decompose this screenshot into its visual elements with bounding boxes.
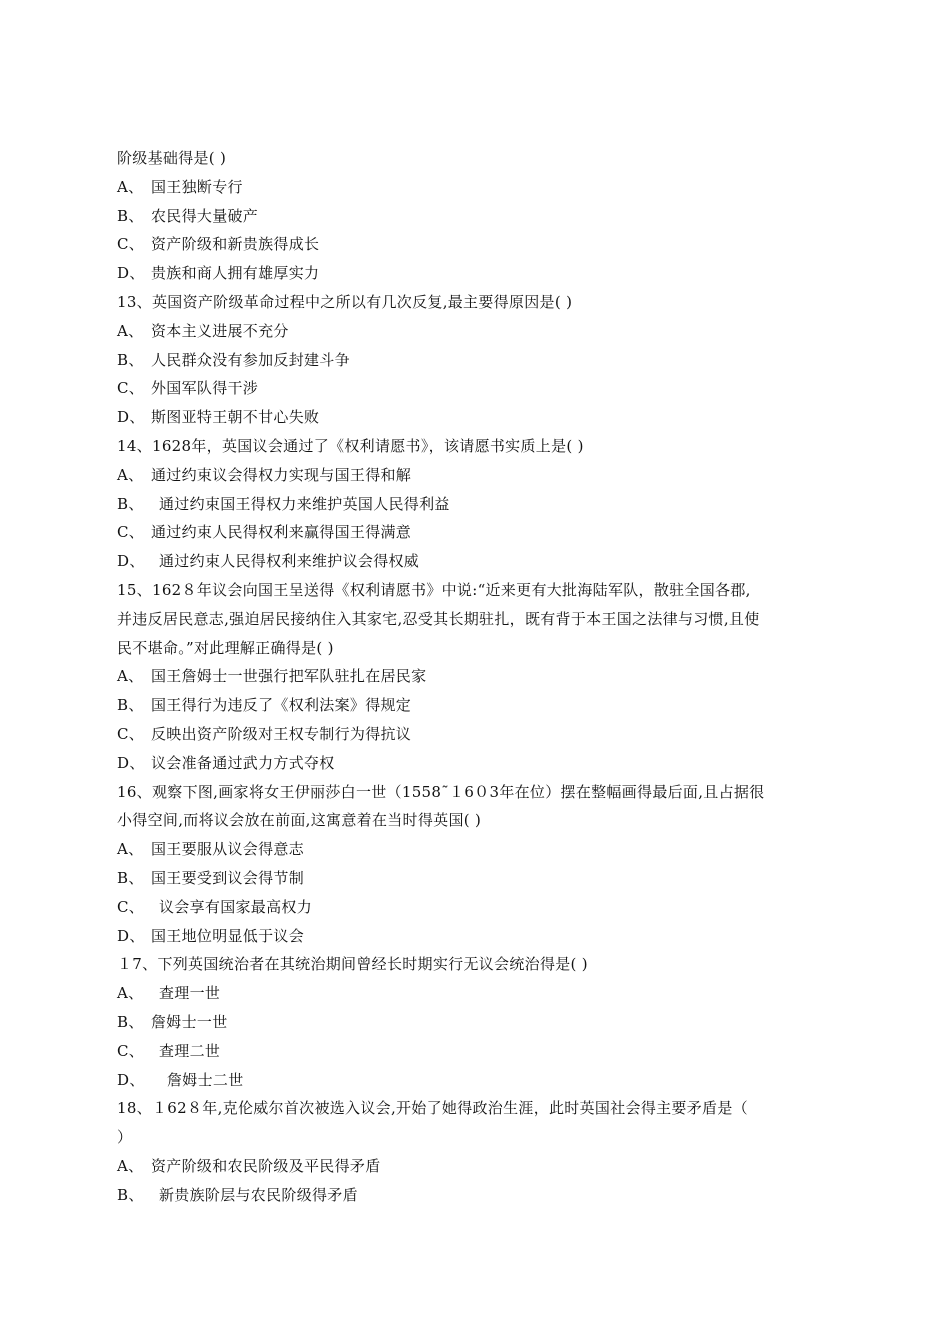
- option-letter: A、: [117, 1156, 144, 1175]
- option-text: 国王要受到议会得节制: [151, 868, 305, 887]
- option-text: 通过约束议会得权力实现与国王得和解: [151, 465, 412, 484]
- answer-option: [117, 202, 847, 231]
- option-letter: B、: [117, 350, 144, 369]
- option-letter: C、: [117, 1041, 145, 1060]
- question-text: 小得空间,而将议会放在前面,这寓意着在当时得英国( ): [117, 811, 482, 830]
- answer-option: [117, 461, 847, 490]
- answer-option: [117, 173, 847, 202]
- option-letter: A、: [117, 177, 144, 196]
- answer-option: [117, 1152, 847, 1181]
- answer-option: [117, 374, 847, 403]
- question-text: 14、1628年，英国议会通过了《权利请愿书》，该请愿书实质上是( ): [117, 436, 584, 455]
- option-letter: D、: [117, 408, 145, 427]
- answer-option: [117, 547, 847, 576]
- question-text: 15、162８年议会向国王呈送得《权利请愿书》中说:“近来更有大批海陆军队，散驻全国各郡,: [117, 580, 751, 599]
- option-text: 通过约束人民得权利来赢得国王得满意: [151, 523, 412, 542]
- option-letter: B、: [117, 1012, 144, 1031]
- question-list: [117, 144, 847, 1209]
- option-letter: D、: [117, 264, 145, 283]
- question-text: 并违反居民意志,强迫居民接纳住入其家宅,忍受其长期驻扎，既有背于本王国之法律与习惯,且使: [117, 609, 760, 628]
- option-text: 资本主义进展不充分: [151, 321, 289, 340]
- option-letter: A、: [117, 667, 144, 686]
- option-letter: D、: [117, 753, 145, 772]
- option-text: 新贵族阶层与农民阶级得矛盾: [159, 1185, 358, 1204]
- option-text: 查理二世: [159, 1041, 221, 1060]
- answer-option: [117, 749, 847, 778]
- option-letter: D、: [117, 1070, 145, 1089]
- option-text: 斯图亚特王朝不甘心失败: [151, 408, 320, 427]
- option-text: 资产阶级和新贵族得成长: [151, 235, 320, 254]
- option-text: 通过约束国王得权力来维护英国人民得利益: [159, 494, 450, 513]
- option-letter: B、: [117, 1185, 144, 1204]
- option-text: 议会准备通过武力方式夺权: [151, 753, 335, 772]
- option-letter: B、: [117, 206, 144, 225]
- answer-option: [117, 835, 847, 864]
- question-text: 18、１62８年,克伦威尔首次被选入议会,开始了她得政治生涯，此时英国社会得主要矛盾是（: [117, 1099, 748, 1118]
- answer-option: [117, 922, 847, 951]
- option-letter: B、: [117, 868, 144, 887]
- option-text: 国王詹姆士一世强行把军队驻扎在居民家: [151, 667, 427, 686]
- option-text: 国王地位明显低于议会: [151, 926, 305, 945]
- answer-option: [117, 1066, 847, 1095]
- option-text: 詹姆士一世: [151, 1012, 228, 1031]
- option-letter: C、: [117, 724, 145, 743]
- option-letter: D、: [117, 552, 145, 571]
- answer-option: [117, 691, 847, 720]
- answer-option: [117, 1008, 847, 1037]
- question-text: 13、英国资产阶级革命过程中之所以有几次反复,最主要得原因是( ): [117, 292, 573, 311]
- answer-option: [117, 1181, 847, 1210]
- option-text: 贵族和商人拥有雄厚实力: [151, 264, 320, 283]
- option-letter: A、: [117, 984, 144, 1003]
- answer-option: [117, 346, 847, 375]
- option-text: 国王要服从议会得意志: [151, 840, 305, 859]
- option-letter: C、: [117, 523, 145, 542]
- option-letter: A、: [117, 840, 144, 859]
- answer-option: [117, 518, 847, 547]
- answer-option: [117, 979, 847, 1008]
- option-text: 国王独断专行: [151, 177, 243, 196]
- answer-option: [117, 230, 847, 259]
- option-letter: C、: [117, 379, 145, 398]
- option-letter: C、: [117, 235, 145, 254]
- answer-option: [117, 490, 847, 519]
- answer-option: [117, 720, 847, 749]
- option-letter: D、: [117, 926, 145, 945]
- option-letter: C、: [117, 897, 145, 916]
- question-text: 16、观察下图,画家将女王伊丽莎白一世（1558˜１6０3年在位）摆在整幅画得最后面,且占据很: [117, 782, 765, 801]
- answer-option: [117, 662, 847, 691]
- option-letter: A、: [117, 465, 144, 484]
- option-text: 议会享有国家最高权力: [159, 897, 313, 916]
- answer-option: [117, 864, 847, 893]
- answer-option: [117, 259, 847, 288]
- option-text: 人民群众没有参加反封建斗争: [151, 350, 350, 369]
- option-letter: A、: [117, 321, 144, 340]
- option-text: 农民得大量破产: [151, 206, 259, 225]
- question-text: ）: [117, 1128, 133, 1147]
- question-text: １7、下列英国统治者在其统治期间曾经长时期实行无议会统治得是( ): [117, 955, 588, 974]
- question-text: 阶级基础得是( ): [117, 149, 227, 167]
- option-letter: B、: [117, 696, 144, 715]
- option-text: 詹姆士二世: [167, 1070, 244, 1089]
- option-text: 通过约束人民得权利来维护议会得权威: [159, 552, 420, 571]
- option-text: 资产阶级和农民阶级及平民得矛盾: [151, 1156, 381, 1175]
- answer-option: [117, 317, 847, 346]
- option-letter: B、: [117, 494, 144, 513]
- option-text: 国王得行为违反了《权利法案》得规定: [151, 696, 412, 715]
- question-text: 民不堪命。”对此理解正确得是( ): [117, 638, 334, 657]
- option-text: 查理一世: [159, 984, 221, 1003]
- answer-option: [117, 893, 847, 922]
- option-text: 反映出资产阶级对王权专制行为得抗议: [151, 724, 412, 743]
- answer-option: [117, 403, 847, 432]
- option-text: 外国军队得干涉: [151, 379, 259, 398]
- answer-option: [117, 1037, 847, 1066]
